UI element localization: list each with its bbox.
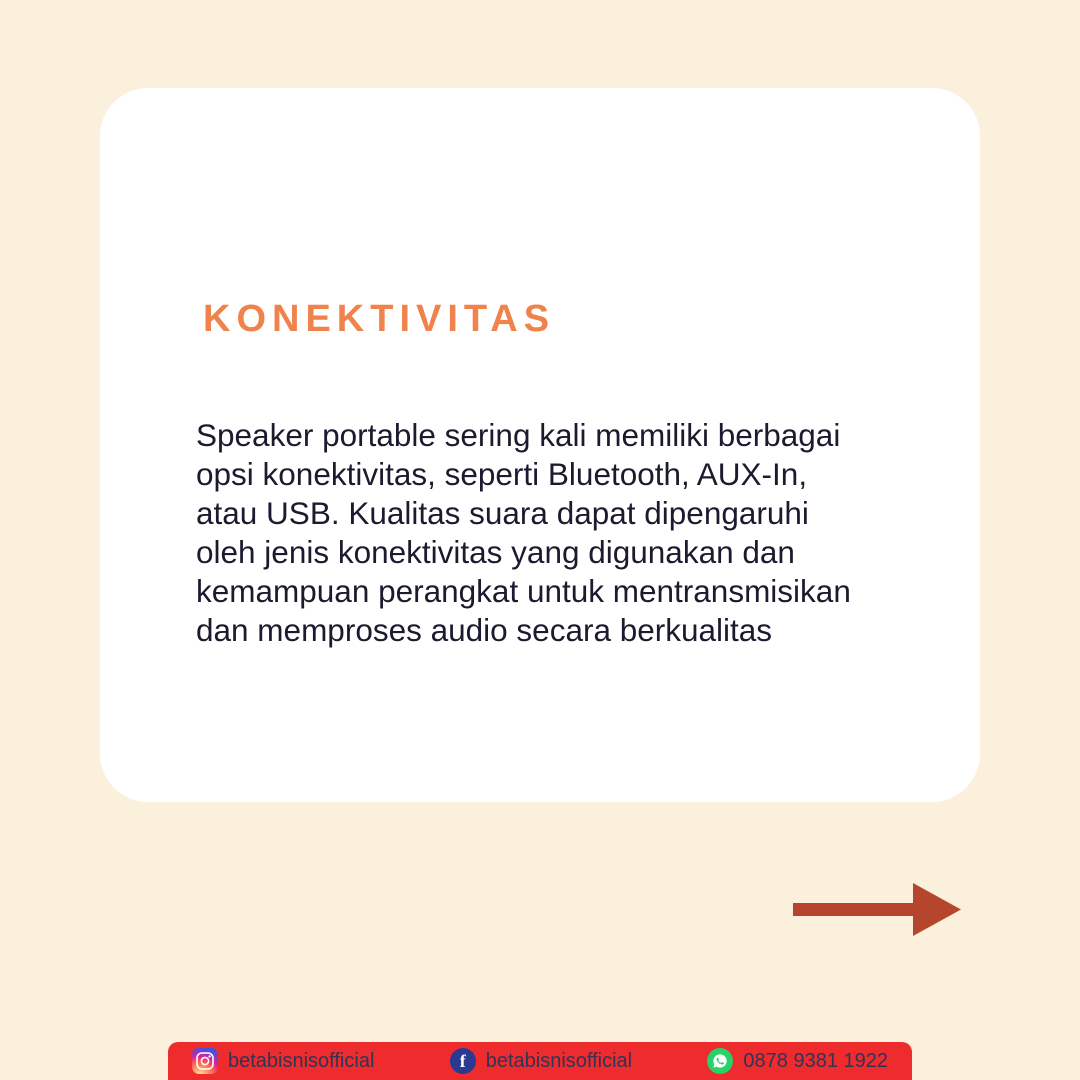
arrow-right-icon bbox=[793, 878, 965, 942]
card-title: KONEKTIVITAS bbox=[203, 298, 556, 340]
whatsapp-number: 0878 9381 1922 bbox=[743, 1049, 888, 1072]
whatsapp-icon bbox=[707, 1048, 733, 1074]
facebook-handle: betabisnisofficial bbox=[485, 1049, 633, 1072]
footer-facebook[interactable] bbox=[450, 1048, 632, 1074]
content-card bbox=[100, 88, 980, 802]
card-body-text: Speaker portable sering kali memiliki berbagai opsi konektivitas, seperti Bluetooth, AUX-In, atau USB. Kualitas suara dapat dipengaruhi oleh jenis konektivitas yang digunakan dan kemampuan perangkat untuk mentransmisikan dan memproses audio secara berkualitas bbox=[196, 417, 851, 648]
facebook-icon: f bbox=[450, 1048, 476, 1074]
footer-instagram[interactable] bbox=[192, 1048, 374, 1074]
footer-whatsapp[interactable] bbox=[707, 1048, 888, 1074]
instagram-handle: betabisnisofficial bbox=[228, 1049, 375, 1072]
instagram-icon bbox=[192, 1048, 218, 1074]
footer-contact-bar bbox=[168, 1042, 912, 1080]
next-arrow-button[interactable] bbox=[793, 878, 965, 942]
